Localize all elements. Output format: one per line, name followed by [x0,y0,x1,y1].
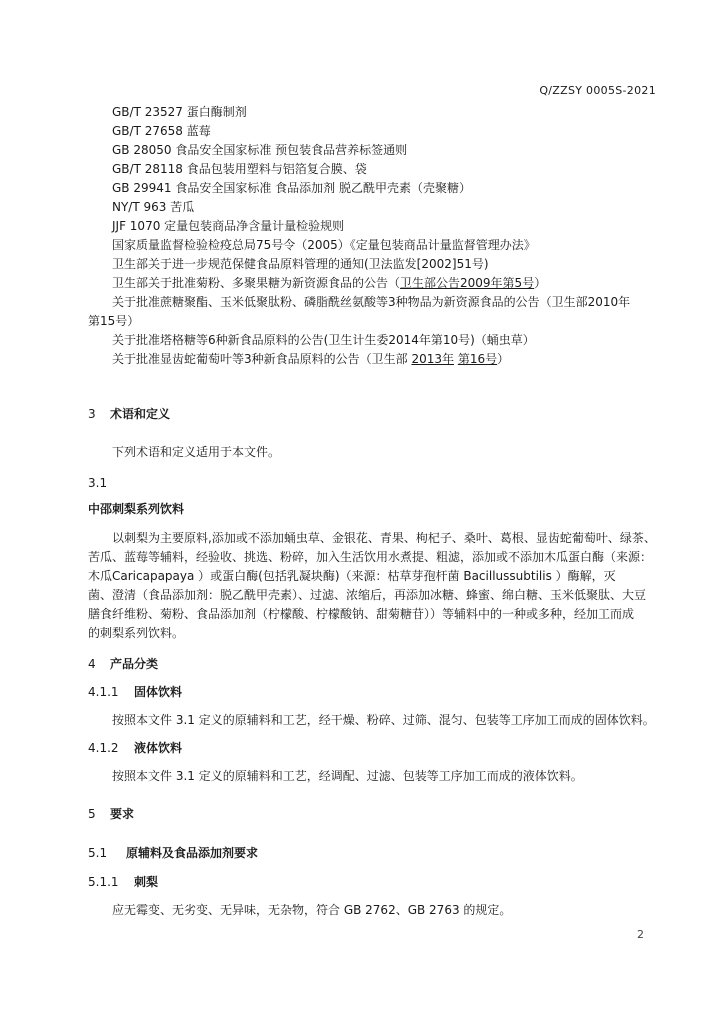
reference-link: 卫生部公告2009年第5号 [400,276,535,290]
reference-item: 关于批准蔗糖聚酯、玉米低聚肽粉、磷脂酰丝氨酸等3种物品为新资源食品的公告（卫生部2010年 [112,295,631,309]
definition-line: 以刺梨为主要原料,添加或不添加蛹虫草、金银花、青果、枸杞子、桑叶、葛根、显齿蛇葡萄叶、绿茶、 [112,531,656,545]
reference-link: 2013年 [411,352,454,366]
definition-line: 的刺梨系列饮料。 [88,626,185,640]
reference-text: ） [497,352,510,366]
document-code: Q/ZZSY 0005S-2021 [539,84,656,97]
subsection-heading [88,845,258,861]
paragraph: 应无霉变、无劣变、无异味，无杂物，符合 GB 2762、GB 2763 的规定。 [112,903,512,917]
section-title: 产品分类 [110,657,159,671]
reference-item: 国家质量监督检验检疫总局75号令（2005）《定量包装商品计量监督管理办法》 [112,238,536,252]
paragraph: 下列术语和定义适用于本文件。 [112,445,281,459]
reference-item [112,275,546,291]
definition-line: 膳食纤维粉、菊粉、食品添加剂（柠檬酸、柠檬酸钠、甜菊糖苷））等辅料中的一种或多种，经加工而成 [88,607,635,621]
section-number: 4.1.2 [88,741,119,755]
section-number: 5 [88,807,96,821]
reference-item: NY/T 963 苦瓜 [112,200,195,214]
section-title: 要求 [110,807,135,821]
reference-text: ） [534,276,547,290]
paragraph: 按照本文件 3.1 定义的原辅料和工艺，经干燥、粉碎、过筛、混匀、包装等工序加工而成的固体饮料。 [112,713,655,727]
reference-item: GB/T 27658 蓝莓 [112,124,211,138]
subsection-heading [88,740,182,756]
reference-item-continued: 第15号） [88,314,140,328]
definition-line: 木瓜Caricapapaya ）或蛋白酶(包括乳凝块酶)（来源：枯草芽孢杆菌 Bacillussubtilis ）酶解，灭 [88,569,616,583]
definition-line: 苦瓜、蓝莓等辅料，经验收、挑选、粉碎，加入生活饮用水煮提、粗滤，添加或不添加木瓜蛋白酶（来源： [88,550,653,564]
reference-item [112,351,509,367]
reference-item: GB/T 23527 蛋白酶制剂 [112,105,247,119]
reference-item: GB/T 28118 食品包装用塑料与铝箔复合膜、袋 [112,162,367,176]
reference-text: 关于批准显齿蛇葡萄叶等3种新食品原料的公告（卫生部 [112,352,412,366]
reference-item: JJF 1070 定量包装商品净含量计量检验规则 [112,219,345,233]
definition-line: 菌、澄清（食品添加剂：脱乙酰甲壳素）、过滤、浓缩后，再添加冰糖、蜂蜜、绵白糖、玉米低聚肽、大豆 [88,588,647,602]
section-number: 5.1.1 [88,875,119,889]
term-title: 中邵刺梨系列饮料 [88,502,185,516]
section-heading [88,656,158,672]
section-heading [88,406,170,422]
section-number: 3 [88,407,96,421]
section-number: 5.1 [88,846,108,860]
subsection-heading [88,874,158,890]
section-title: 液体饮料 [134,741,183,755]
section-title: 术语和定义 [110,407,171,421]
section-title: 原辅料及食品添加剂要求 [126,846,259,860]
reference-item: 关于批准塔格糖等6种新食品原料的公告(卫生计生委2014年第10号)（蛹虫草） [112,333,535,347]
section-title: 刺梨 [134,875,159,889]
section-number: 4 [88,657,96,671]
reference-item: GB 28050 食品安全国家标准 预包装食品营养标签通则 [112,143,408,157]
section-number: 4.1.1 [88,685,119,699]
reference-link: 第16号 [457,352,498,366]
reference-text: 卫生部关于批准菊粉、多聚果糖为新资源食品的公告（ [112,276,401,290]
section-heading [88,806,134,822]
section-title: 固体饮料 [134,685,183,699]
reference-item: 卫生部关于进一步规范保健食品原料管理的通知(卫法监发[2002]51号) [112,257,489,271]
section-number: 3.1 [88,476,108,490]
paragraph: 按照本文件 3.1 定义的原辅料和工艺，经调配、过滤、包装等工序加工而成的液体饮料。 [112,769,583,783]
page-number: 2 [637,928,644,941]
reference-item: GB 29941 食品安全国家标准 食品添加剂 脱乙酰甲壳素（壳聚糖） [112,181,471,195]
subsection-heading [88,684,182,700]
subsection-number [88,475,107,491]
